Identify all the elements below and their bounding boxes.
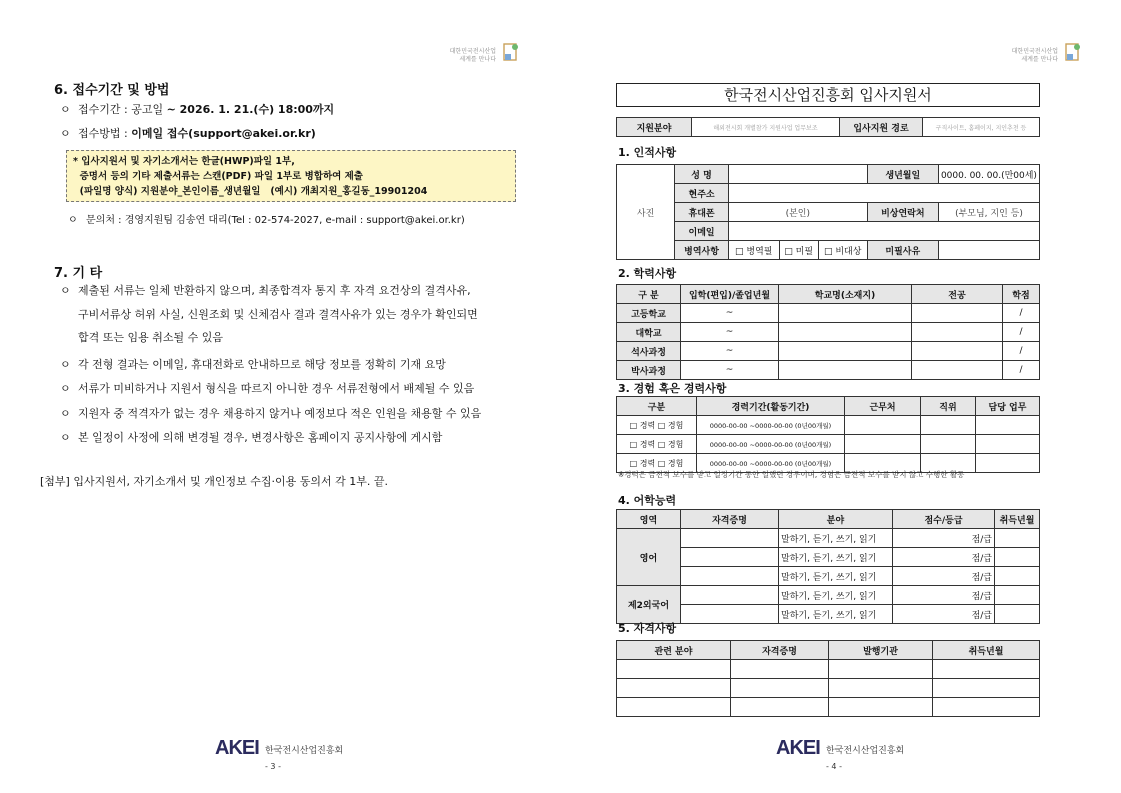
list-item: ㅇ 서류가 미비하거나 지원서 형식을 따르지 아니한 경우 서류전형에서 배제될 수 있음 [60, 382, 475, 395]
section1-title: 1. 인적사항 [618, 146, 677, 159]
section7-list [60, 279, 530, 450]
col-header: 영역 [617, 510, 681, 529]
method-line: ㅇ 접수방법 : 이메일 접수(support@akei.or.kr) [60, 127, 316, 140]
section4-title: 4. 어학능력 [618, 494, 677, 507]
apply-table [616, 117, 1040, 137]
table-row: □ 경력 □ 경험 0000-00-00 ~0000-00-00 (0년00개월) [617, 435, 1040, 454]
address-input[interactable] [728, 184, 1039, 203]
col-header: 학점 [1003, 285, 1040, 304]
form-title: 한국전시산업진흥회 입사지원서 [616, 83, 1040, 107]
logo-mark-icon [502, 42, 520, 64]
personal-table [616, 164, 1040, 260]
note-line: * 입사지원서 및 자기소개서는 한글(HWP)파일 1부, [73, 156, 295, 167]
military-option-served[interactable]: □ 병역필 [728, 241, 779, 260]
period-line: ㅇ 접수기간 : 공고일 ~ 2026. 1. 21.(수) 18:00까지 [60, 103, 335, 116]
list-item: ㅇ 제출된 서류는 일체 반환하지 않으며, 최종합격자 통지 후 자격 요건상의 결격사유, [60, 284, 471, 297]
birth-input[interactable]: 0000. 00. 00.(만00세) [938, 165, 1039, 184]
col-header: 직위 [921, 397, 976, 416]
method-value: 이메일 접수(support@akei.or.kr) [131, 127, 316, 140]
table-row: 영어 말하기, 듣기, 쓰기, 읽기 점/급 [617, 529, 1040, 548]
table-row: □ 경력 □ 경험 0000-00-00 ~0000-00-00 (0년00개월) [617, 416, 1040, 435]
list-item: ㅇ 지원자 중 적격자가 없는 경우 채용하지 않거나 예정보다 적은 인원을 채용할 수 있음 [60, 406, 482, 420]
table-row: 말하기, 듣기, 쓰기, 읽기 점/급 [617, 605, 1040, 624]
table-row: 대학교 ~ / [617, 323, 1040, 342]
logo-line1: 대한민국전시산업 [449, 48, 496, 55]
table-row [617, 660, 1040, 679]
field-input[interactable]: 해외전시회 개별참가 지원사업 업무보조 [692, 118, 840, 137]
footer-org: 한국전시산업진흥회 [265, 746, 344, 756]
attachment-line: [첨부] 입사지원서, 자기소개서 및 개인정보 수집·이용 동의서 각 1부. 끝. [40, 475, 388, 488]
col-header: 분야 [779, 510, 893, 529]
col-header: 입학(편입)/졸업년월 [681, 285, 779, 304]
table-row: 말하기, 듣기, 쓰기, 읽기 점/급 [617, 548, 1040, 567]
col-header: 담당 업무 [976, 397, 1040, 416]
route-input[interactable]: 구직사이트, 홈페이지, 지인추천 등 [923, 118, 1040, 137]
section5-title: 5. 자격사항 [618, 622, 677, 635]
emergency-input[interactable]: (부모님, 지인 등) [938, 203, 1039, 222]
mobile-input[interactable]: (본인) [728, 203, 867, 222]
table-row: □ 경력 □ 경험 0000-00-00 ~0000-00-00 (0년00개월) [617, 454, 1040, 473]
military-option-na[interactable]: □ 비대상 [818, 241, 867, 260]
name-label: 성 명 [675, 165, 729, 184]
col-header: 근무처 [845, 397, 921, 416]
table-row [617, 679, 1040, 698]
col-header: 점수/등급 [893, 510, 995, 529]
license-table [616, 640, 1040, 717]
table-row [617, 698, 1040, 717]
period-label: 접수기간 : 공고일 [78, 103, 164, 116]
col-header: 관련 분야 [617, 641, 731, 660]
page-number: - 3 - [265, 762, 281, 771]
akei-logo: AKEI [215, 737, 259, 759]
page-number: - 4 - [826, 762, 842, 771]
submission-note [66, 150, 516, 202]
header-logo [450, 42, 520, 72]
logo-line2: 세계를 만나다 [459, 56, 496, 63]
experience-note: ※경력은 금전적 보수를 받고 일정기간 동안 일했던 경우이며, 경험은 금전적 보수를 받지 않고 수행한 활동 [618, 470, 965, 479]
section3-title: 3. 경험 혹은 경력사항 [618, 382, 727, 395]
logo-mark-icon [1064, 42, 1082, 64]
footer-logo [215, 734, 375, 770]
exempt-input[interactable] [938, 241, 1039, 260]
footer-org: 한국전시산업진흥회 [826, 746, 905, 756]
list-item: ㅇ 각 전형 결과는 이메일, 휴대전화로 안내하므로 해당 정보를 정확히 기재 요망 [60, 357, 446, 371]
photo-cell[interactable]: 사진 [617, 165, 675, 260]
list-item-cont: 합격 또는 임용 취소될 수 있음 [78, 331, 223, 344]
note-line: 증명서 등의 기타 제출서류는 스캔(PDF) 파일 1부로 병합하여 제출 [73, 171, 363, 182]
section7-title: 7. 기 타 [54, 266, 103, 281]
logo-line1: 대한민국전시산업 [1011, 48, 1058, 55]
name-input[interactable] [728, 165, 867, 184]
section2-title: 2. 학력사항 [618, 267, 677, 280]
list-item-cont: 구비서류상 허위 사실, 신원조회 및 신체검사 결과 결격사유가 있는 경우가 확인되면 [78, 307, 478, 321]
education-table [616, 284, 1040, 380]
col-header: 구분 [617, 397, 697, 416]
table-row: 박사과정 ~ / [617, 361, 1040, 380]
emergency-label: 비상연락처 [867, 203, 938, 222]
email-label: 이메일 [675, 222, 729, 241]
mobile-label: 휴대폰 [675, 203, 729, 222]
col-header: 취득년월 [995, 510, 1040, 529]
method-label: 접수방법 : [78, 127, 128, 140]
table-row: 말하기, 듣기, 쓰기, 읽기 점/급 [617, 567, 1040, 586]
footer-logo [776, 734, 936, 770]
email-input[interactable] [728, 222, 1039, 241]
list-item: ㅇ 본 일정이 사정에 의해 변경될 경우, 변경사항은 홈페이지 공지사항에 게시함 [60, 431, 443, 444]
col-header: 학교명(소재지) [779, 285, 912, 304]
experience-table [616, 396, 1040, 473]
header-logo [1012, 42, 1082, 72]
section6-title: 6. 접수기간 및 방법 [54, 83, 170, 98]
contact-text: 문의처 : 경영지원팀 김송연 대리(Tel : 02-574-2027, e-mail : support@akei.or.kr) [86, 215, 465, 226]
col-header: 취득년월 [933, 641, 1040, 660]
table-row: 고등학교 ~ / [617, 304, 1040, 323]
exempt-label: 미필사유 [867, 241, 938, 260]
table-row: 제2외국어 말하기, 듣기, 쓰기, 읽기 점/급 [617, 586, 1040, 605]
col-header: 발행기관 [829, 641, 933, 660]
table-row: 석사과정 ~ / [617, 342, 1040, 361]
language-table [616, 509, 1040, 624]
route-label: 입사지원 경로 [840, 118, 923, 137]
period-value: ~ 2026. 1. 21.(수) 18:00까지 [166, 103, 335, 116]
birth-label: 생년월일 [867, 165, 938, 184]
col-header: 경력기간(활동기간) [697, 397, 845, 416]
col-header: 구 분 [617, 285, 681, 304]
field-label: 지원분야 [617, 118, 692, 137]
col-header: 자격증명 [681, 510, 779, 529]
col-header: 자격증명 [731, 641, 829, 660]
col-header: 전공 [912, 285, 1003, 304]
contact-line: ㅇ 문의처 : 경영지원팀 김송연 대리(Tel : 02-574-2027, e-mail : support@akei.or.kr) [68, 215, 465, 226]
akei-logo: AKEI [776, 737, 820, 759]
address-label: 현주소 [675, 184, 729, 203]
note-line: (파일명 양식) 지원분야_본인이름_생년월일 (예시) 개최지원_홍길동_19901204 [73, 186, 428, 197]
logo-line2: 세계를 만나다 [1021, 56, 1058, 63]
military-label: 병역사항 [675, 241, 729, 260]
military-option-not-served[interactable]: □ 미필 [779, 241, 818, 260]
